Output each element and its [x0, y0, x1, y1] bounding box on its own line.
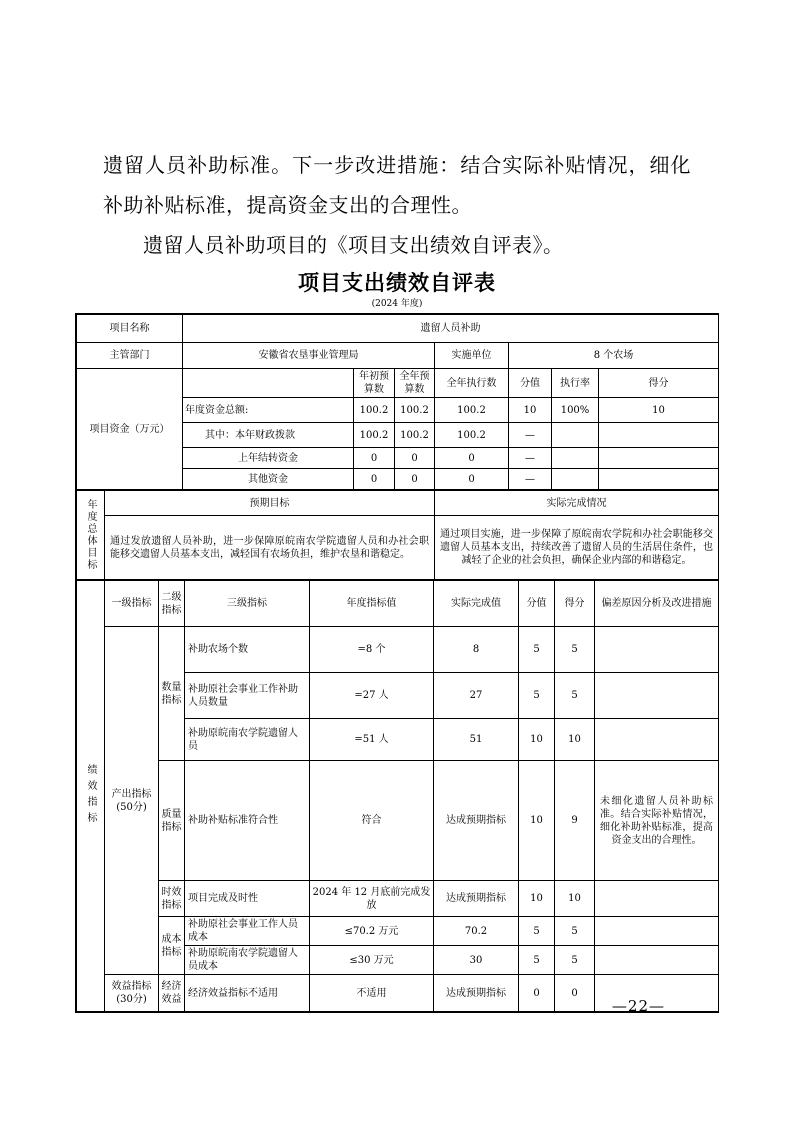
indicator-weight: 0: [519, 975, 555, 1012]
fund-row-name: 其中：本年财政拨款: [183, 423, 354, 448]
annual-goal-table: [76, 490, 719, 580]
project-name-value: 遗留人员补助: [183, 315, 719, 343]
goal-text-row: [77, 516, 719, 580]
funds-header-row: [77, 369, 719, 398]
indicator-deviation: [595, 719, 719, 761]
fund-score: 10: [599, 398, 719, 423]
fund-executed: 100.2: [435, 398, 509, 423]
table-subtitle: (2024 年度): [371, 299, 423, 309]
indicator-name: 补助原社会事业工作补助人员数量: [185, 673, 310, 719]
funds-blank-cell: [183, 369, 354, 398]
header-actual-value: 实际完成值: [434, 581, 519, 627]
indicator-score: 0: [555, 975, 595, 1012]
header-level3: 三级指标: [185, 581, 310, 627]
indicator-weight: 10: [519, 719, 555, 761]
annual-goal-label: 年度总体目标: [77, 491, 105, 580]
indicator-deviation: [595, 917, 719, 946]
implement-unit-value: 8 个农场: [509, 343, 719, 369]
fund-score: [599, 423, 719, 448]
project-name-row: [77, 315, 719, 343]
funds-header-initial: 年初预算数: [354, 369, 395, 398]
fund-rate: [552, 448, 599, 469]
indicator-deviation: [595, 946, 719, 975]
fund-rate: [552, 423, 599, 448]
actual-completion-text: 通过项目实施，进一步保障了原皖南农学院和办社会职能移交遗留人员基本支出，持续改善了遗留人员的生活居住条件，也减轻了企业的社会负担，确保企业内部的和谐稳定。: [435, 516, 719, 580]
level2-timeliness-indicator: 时效指标: [159, 881, 185, 917]
indicator-target: 符合: [310, 761, 434, 881]
indicator-actual: 30: [434, 946, 519, 975]
header-target-value: 年度指标值: [310, 581, 434, 627]
indicator-score: 9: [555, 761, 595, 881]
indicator-deviation: [595, 673, 719, 719]
fund-annual: 0: [395, 469, 435, 490]
expected-goal-header: 预期目标: [105, 491, 435, 516]
indicator-name: 补助原皖南农学院遗留人员: [185, 719, 310, 761]
indicator-target: ≤70.2 万元: [310, 917, 434, 946]
indicator-score: 10: [555, 881, 595, 917]
indicator-actual: 8: [434, 627, 519, 673]
indicator-weight: 5: [519, 946, 555, 975]
indicators-header-row: [77, 581, 719, 627]
indicator-target: =27 人: [310, 673, 434, 719]
fund-executed: 100.2: [435, 423, 509, 448]
indicator-row: [77, 627, 719, 673]
header-level1: 一级指标: [105, 581, 159, 627]
indicator-actual: 达成预期指标: [434, 881, 519, 917]
indicator-score: 5: [555, 917, 595, 946]
funds-header-executed: 全年执行数: [435, 369, 509, 398]
table-title: 项目支出绩效自评表: [298, 271, 496, 295]
fund-annual: 100.2: [395, 398, 435, 423]
indicator-score: 10: [555, 719, 595, 761]
fund-weight: —: [509, 448, 552, 469]
indicator-actual: 达成预期指标: [434, 761, 519, 881]
fund-initial: 100.2: [354, 423, 395, 448]
header-score: 得分: [555, 581, 595, 627]
department-value: 安徽省农垦事业管理局: [183, 343, 435, 369]
fund-initial: 100.2: [354, 398, 395, 423]
indicator-name: 补助原社会事业工作人员成本: [185, 917, 310, 946]
indicator-weight: 5: [519, 673, 555, 719]
indicators-table: [76, 580, 719, 1012]
indicator-target: =51 人: [310, 719, 434, 761]
level2-quality-indicator: 质量指标: [159, 761, 185, 881]
indicator-target: ≤30 万元: [310, 946, 434, 975]
indicator-weight: 10: [519, 761, 555, 881]
indicator-actual: 达成预期指标: [434, 975, 519, 1012]
header-level2: 二级指标: [159, 581, 185, 627]
indicator-deviation: [595, 627, 719, 673]
indicator-target: 不适用: [310, 975, 434, 1012]
funds-header-score: 得分: [599, 369, 719, 398]
indicator-score: 5: [555, 946, 595, 975]
fund-row-name: 其他资金: [183, 469, 354, 490]
fund-initial: 0: [354, 469, 395, 490]
indicator-name: 经济效益指标不适用: [185, 975, 310, 1012]
fund-executed: 0: [435, 448, 509, 469]
funds-label: 项目资金（万元）: [77, 369, 183, 490]
header-deviation: 偏差原因分析及改进措施: [595, 581, 719, 627]
indicator-score: 5: [555, 627, 595, 673]
indicator-weight: 5: [519, 627, 555, 673]
funds-header-annual: 全年预算数: [395, 369, 435, 398]
level1-benefit-indicator: 效益指标(30分): [105, 975, 159, 1012]
indicator-weight: 5: [519, 917, 555, 946]
fund-rate: [552, 469, 599, 490]
indicator-actual: 70.2: [434, 917, 519, 946]
fund-weight: 10: [509, 398, 552, 423]
actual-completion-header: 实际完成情况: [435, 491, 719, 516]
body-paragraph-1: 遗留人员补助标准。下一步改进措施：结合实际补贴情况，细化补助补贴标准，提高资金支出的合理性。: [103, 153, 691, 217]
indicator-deviation: [595, 881, 719, 917]
header-weight: 分值: [519, 581, 555, 627]
level1-output-indicator: 产出指标(50分): [105, 627, 159, 975]
indicator-row: [77, 881, 719, 917]
self-eval-table: [75, 313, 719, 1013]
body-paragraph-2: 遗留人员补助项目的《项目支出绩效自评表》。: [143, 233, 564, 257]
indicator-score: 5: [555, 673, 595, 719]
fund-row-name: 上年结转资金: [183, 448, 354, 469]
indicator-actual: 27: [434, 673, 519, 719]
project-name-label: 项目名称: [77, 315, 183, 343]
expected-goal-text: 通过发放遗留人员补助，进一步保障原皖南农学院遗留人员和办社会职能移交遗留人员基本支出，减轻国有农场负担，维护农垦和谐稳定。: [105, 516, 435, 580]
level2-cost-indicator: 成本指标: [159, 917, 185, 975]
indicator-name: 补助补贴标准符合性: [185, 761, 310, 881]
indicator-actual: 51: [434, 719, 519, 761]
fund-annual: 0: [395, 448, 435, 469]
department-row: [77, 343, 719, 369]
fund-score: [599, 469, 719, 490]
indicator-target: =8 个: [310, 627, 434, 673]
level2-economic-indicator: 经济效益: [159, 975, 185, 1012]
indicator-row: [77, 917, 719, 946]
funds-section-table: [76, 314, 719, 490]
level2-quantity-indicator: 数量指标: [159, 627, 185, 761]
indicator-name: 补助原皖南农学院遗留人员成本: [185, 946, 310, 975]
performance-indicators-label: 绩效指标: [77, 581, 105, 1012]
fund-row-name: 年度资金总额:: [183, 398, 354, 423]
fund-score: [599, 448, 719, 469]
fund-weight: —: [509, 423, 552, 448]
fund-weight: —: [509, 469, 552, 490]
indicator-row: [77, 761, 719, 881]
indicator-deviation: 未细化遗留人员补助标准。结合实际补贴情况，细化补助补贴标准，提高资金支出的合理性。: [595, 761, 719, 881]
funds-header-rate: 执行率: [552, 369, 599, 398]
fund-initial: 0: [354, 448, 395, 469]
funds-header-weight: 分值: [509, 369, 552, 398]
indicator-weight: 10: [519, 881, 555, 917]
page-number: —22—: [611, 997, 665, 1015]
goal-header-row: [77, 491, 719, 516]
indicator-name: 补助农场个数: [185, 627, 310, 673]
fund-annual: 100.2: [395, 423, 435, 448]
indicator-name: 项目完成及时性: [185, 881, 310, 917]
fund-rate: 100%: [552, 398, 599, 423]
fund-executed: 0: [435, 469, 509, 490]
department-label: 主管部门: [77, 343, 183, 369]
indicator-target: 2024 年 12 月底前完成发放: [310, 881, 434, 917]
implement-unit-label: 实施单位: [435, 343, 509, 369]
